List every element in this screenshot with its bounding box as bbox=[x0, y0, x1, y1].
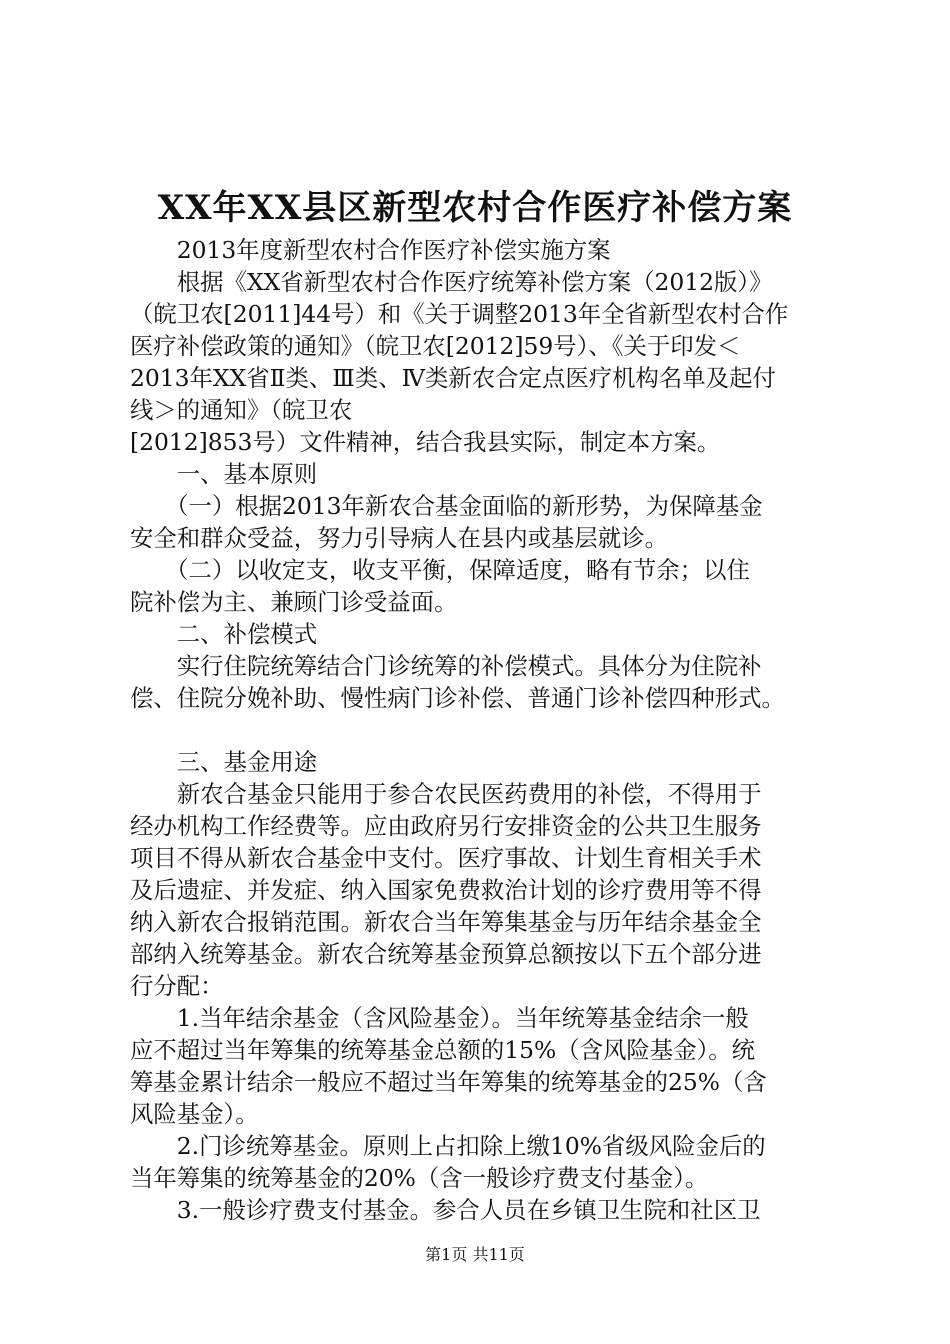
body-line: 2.门诊统筹基金。原则上占扣除上缴10%省级风险金后的 bbox=[130, 1132, 766, 1160]
body-line: 纳入新农合报销范围。新农合当年筹集基金与历年结余基金全 bbox=[130, 908, 762, 936]
body-line: 根据《XX省新型农村合作医疗统筹补偿方案（2012版）》 bbox=[130, 268, 773, 296]
body-line: 经办机构工作经费等。应由政府另行安排资金的公共卫生服务 bbox=[130, 812, 762, 840]
body-line: 项目不得从新农合基金中支付。医疗事故、计划生育相关手术 bbox=[130, 844, 762, 872]
body-line: 偿、住院分娩补助、慢性病门诊补偿、普通门诊补偿四种形式。 bbox=[130, 684, 785, 712]
body-line: 当年筹集的统筹基金的20%（含一般诊疗费支付基金）。 bbox=[130, 1164, 709, 1192]
section-heading: 一、基本原则 bbox=[130, 460, 318, 488]
body-line: 线＞的通知》（皖卫农 bbox=[130, 396, 353, 424]
body-line: 部纳入统筹基金。新农合统筹基金预算总额按以下五个部分进 bbox=[130, 940, 762, 968]
body-line: 2013年XX省Ⅱ类、Ⅲ类、Ⅳ类新农合定点医疗机构名单及起付 bbox=[130, 364, 776, 392]
body-line: （一）根据2013年新农合基金面临的新形势，为保障基金 bbox=[130, 492, 763, 520]
body-line: （皖卫农[2011]44号）和《关于调整2013年全省新型农村合作 bbox=[130, 300, 789, 328]
body-line: 风险基金）。 bbox=[130, 1100, 259, 1128]
page-footer: 第1页 共11页 bbox=[425, 1245, 525, 1264]
body-line: 医疗补偿政策的通知》（皖卫农[2012]59号）、《关于印发＜ bbox=[130, 332, 741, 360]
document-title: XX年XX县区新型农村合作医疗补偿方案 bbox=[157, 188, 793, 228]
body-line: 行分配： bbox=[130, 972, 224, 1000]
body-line: 1.当年结余基金（含风险基金）。当年统筹基金结余一般 bbox=[130, 1004, 749, 1032]
body-line: 安全和群众受益，努力引导病人在县内或基层就诊。 bbox=[130, 524, 668, 552]
body-line: 及后遗症、并发症、纳入国家免费救治计划的诊疗费用等不得 bbox=[130, 876, 762, 904]
body-line: [2012]853号）文件精神，结合我县实际，制定本方案。 bbox=[130, 428, 721, 456]
body-line: （二）以收定支，收支平衡，保障适度，略有节余；以住 bbox=[130, 556, 750, 584]
body-line: 2013年度新型农村合作医疗补偿实施方案 bbox=[130, 236, 611, 264]
section-heading: 二、补偿模式 bbox=[130, 620, 318, 648]
body-line: 实行住院统筹结合门诊统筹的补偿模式。具体分为住院补 bbox=[130, 652, 762, 680]
body-line: 筹基金累计结余一般应不超过当年筹集的统筹基金的25%（含 bbox=[130, 1068, 767, 1096]
body-line: 3.一般诊疗费支付基金。参合人员在乡镇卫生院和社区卫 bbox=[130, 1196, 761, 1224]
body-line: 新农合基金只能用于参合农民医药费用的补偿，不得用于 bbox=[130, 780, 762, 808]
body-line: 应不超过当年筹集的统筹基金总额的15%（含风险基金）。统 bbox=[130, 1036, 756, 1064]
body-line: 院补偿为主、兼顾门诊受益面。 bbox=[130, 588, 458, 616]
section-heading: 三、基金用途 bbox=[130, 748, 318, 776]
